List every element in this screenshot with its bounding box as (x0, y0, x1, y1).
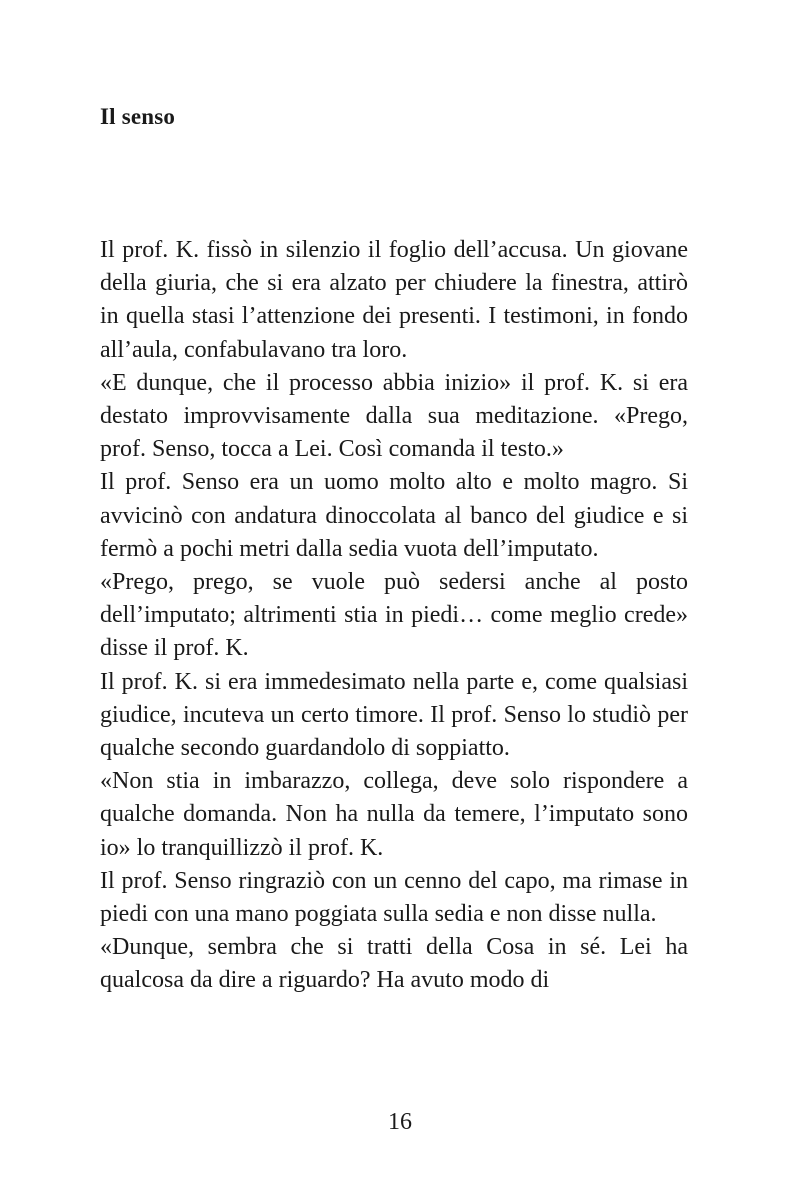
paragraph: Il prof. Senso era un uomo molto alto e molto magro. Si avvicinò con andatura dinoccolata al banco del giudice e si fermò a pochi metri dalla sedia vuota dell’imputato. (100, 469, 688, 562)
paragraph: Il prof. Senso ringraziò con un cenno del capo, ma rimase in piedi con una mano poggiata sulla sedia e non disse nulla. (100, 867, 688, 928)
paragraph: Il prof. K. si era immedesimato nella parte e, come qualsiasi giudice, incuteva un certo timore. Il prof. Senso lo studiò per qualche secondo guardandolo di soppiatto. (100, 668, 688, 762)
page-number: 16 (388, 1109, 412, 1135)
paragraph: «Prego, prego, se vuole può sedersi anche al posto dell’imputato; altrimenti stia in piedi… come meglio crede» disse il prof. K. (100, 569, 688, 662)
paragraph: «Dunque, sembra che si tratti della Cosa in sé. Lei ha qualcosa da dire a riguardo? Ha avuto modo di (100, 934, 688, 994)
paragraph: «E dunque, che il processo abbia inizio» il prof. K. si era destato improvvisamente dalla sua meditazione. «Prego, prof. Senso, tocca a Lei. Così comanda il testo.» (100, 369, 688, 463)
paragraph: «Non stia in imbarazzo, collega, deve solo rispondere a qualche domanda. Non ha nulla da temere, l’imputato sono io» lo tranquillizzò il prof. K. (100, 768, 688, 861)
chapter-title: Il senso (100, 104, 176, 129)
body-text (100, 234, 688, 998)
paragraph: Il prof. K. fissò in silenzio il foglio dell’accusa. Un giovane della giuria, che si era alzato per chiudere la finestra, attirò in quella stasi l’attenzione dei presenti. I testimoni, in fondo all’aula, confabulavano tra loro. (100, 237, 688, 363)
